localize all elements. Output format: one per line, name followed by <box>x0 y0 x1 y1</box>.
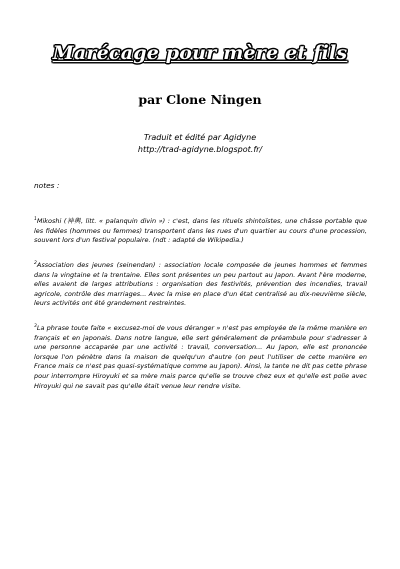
blog-url: http://trad-agidyne.blogspot.fr/ <box>137 145 263 154</box>
note-3 <box>34 324 367 391</box>
note-text: Association des jeunes (seinendan) : association locale composée de jeunes hommes et femmes dans la vingtaine et la trentaine. Elles sont présentes un peu partout au Japon. Avant l'ère moderne, elles avaient de larges attributions : organisation des festivités, prévention des incendies, travail agricole, contrôle des marriages... Avec la mise en place d'un état centralisé au dix-neuvième siècle, leurs activités ont été grandement restreintes. <box>34 261 367 308</box>
note-2 <box>34 261 367 309</box>
note-1 <box>34 217 367 246</box>
page-title: Marécage pour mère et fils <box>52 42 348 64</box>
note-number: 1 <box>34 217 37 222</box>
note-text: Mikoshi (神輿, litt. « palanquin divin ») : c'est, dans les rituels shintoïstes, une châsse portable que les fidèles (hommes ou femmes) transportent dans les rues d'un quartier au cours d'une procession, souvent lors d'un festival populaire. (ndt : adapté de Wikipedia.) <box>34 217 367 245</box>
author-line: par Clone Ningen <box>138 92 262 107</box>
note-text: La phrase toute faite « excusez-moi de vous déranger » n'est pas employée de la même manière en français et en japonais. Dans notre langue, elle sert généralement de préambule pour s'adresser à une personne accaparée par une activité : travail, conversation... Au Japon, elle est prononcée lorsque l'on pénètre dans la maison de quelqu'un d'autre (on peut l'utiliser de cette manière en France mais ce n'est pas quasi-systématique comme au Japon). Ainsi, la tante ne dit pas cette phrase pour interrompre Hiroyuki et sa mère mais parce qu'elle se trouve chez eux et qu'elle est polie avec Hiroyuki qui ne savait pas qu'elle était venue leur rendre visite. <box>34 324 367 390</box>
note-number: 2 <box>34 261 37 266</box>
notes-heading: notes : <box>34 181 60 190</box>
translator-line: Traduit et édité par Agidyne <box>143 133 257 142</box>
translator-credit <box>0 132 400 156</box>
note-number: 3 <box>34 324 37 329</box>
